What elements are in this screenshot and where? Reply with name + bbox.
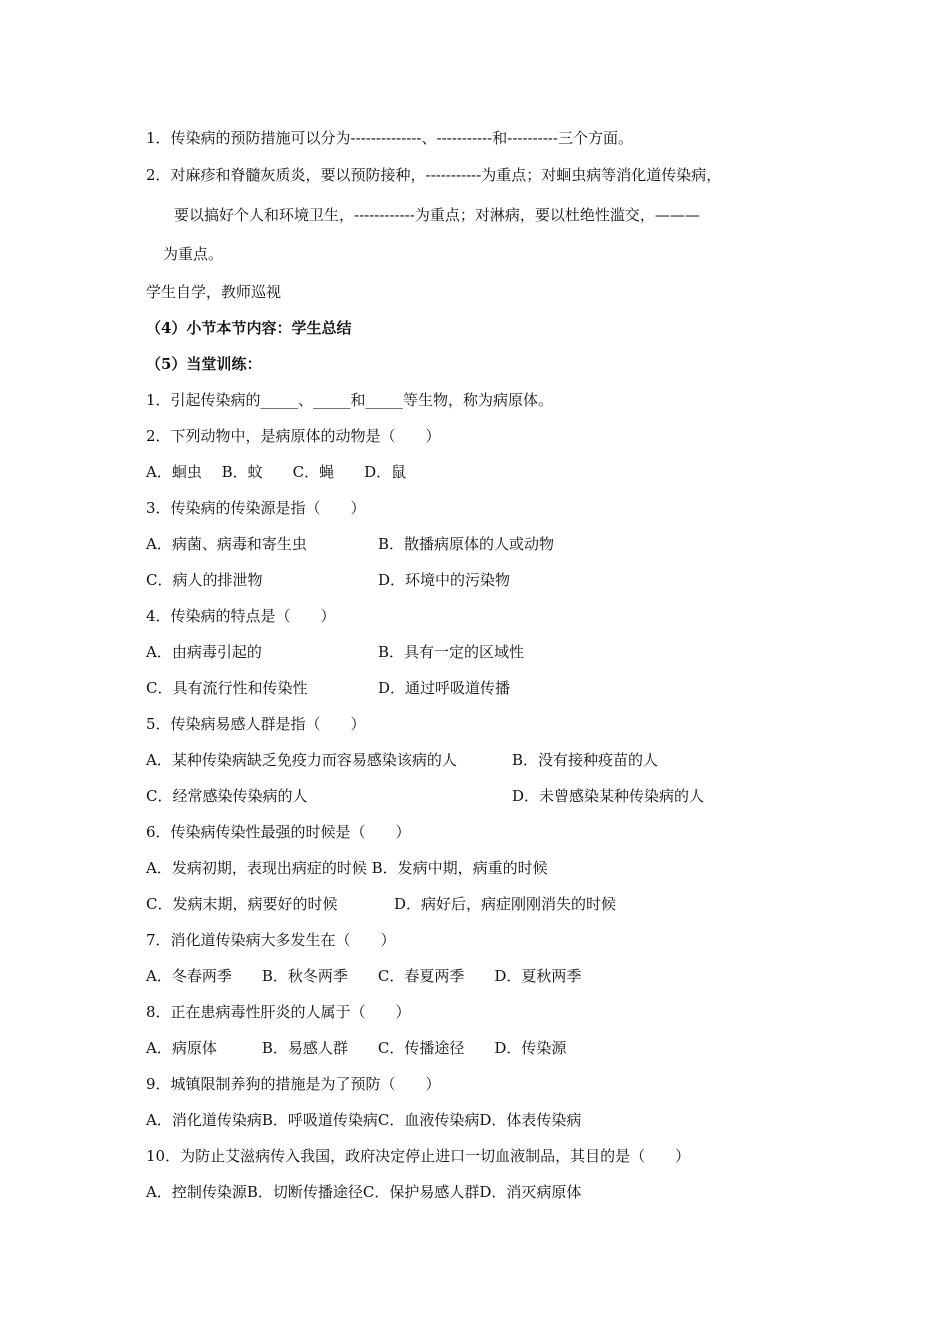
exercise-q5-option-d: D．未曾感染某种传染病的人 bbox=[512, 787, 705, 805]
exercise-q3-option-b: B．散播病原体的人或动物 bbox=[378, 535, 555, 553]
exercise-q4-option-b: B．具有一定的区域性 bbox=[378, 643, 525, 661]
exercise-q4-option-c: C．具有流行性和传染性 bbox=[146, 679, 308, 697]
exercise-q6: 6．传染病传染性最强的时候是（ ） bbox=[146, 823, 411, 841]
exercise-q4-option-a: A．由病毒引起的 bbox=[146, 643, 262, 661]
exercise-q10: 10．为防止艾滋病传入我国，政府决定停止进口一切血液制品，其目的是（ ） bbox=[146, 1147, 691, 1165]
activity-note: 学生自学，教师巡视 bbox=[146, 283, 282, 301]
prevention-q2-line3: 为重点。 bbox=[163, 245, 224, 263]
exercise-q7: 7．消化道传染病大多发生在（ ） bbox=[146, 931, 396, 949]
section4-heading: （4）小节本节内容：学生总结 bbox=[146, 319, 352, 337]
exercise-q3-option-a: A．病菌、病毒和寄生虫 bbox=[146, 535, 307, 553]
prevention-q1: 1．传染病的预防措施可以分为--------------、-----------和----------三个方面。 bbox=[146, 129, 633, 147]
exercise-q3: 3．传染病的传染源是指（ ） bbox=[146, 499, 366, 517]
exercise-q8-options: A．病原体 B．易感人群 C．传播途径 D．传染源 bbox=[146, 1039, 567, 1057]
exercise-q1: 1．引起传染病的_____、_____和_____等生物，称为病原体。 bbox=[146, 391, 554, 409]
exercise-q3-option-c: C．病人的排泄物 bbox=[146, 571, 263, 589]
prevention-q2-line1: 2．对麻疹和脊髓灰质炎，要以预防接种，-----------为重点；对蛔虫病等消化道传染病， bbox=[146, 166, 722, 184]
exercise-q2: 2．下列动物中，是病原体的动物是（ ） bbox=[146, 427, 441, 445]
exercise-q5-option-a: A．某种传染病缺乏免疫力而容易感染该病的人 bbox=[146, 751, 457, 769]
exercise-q6-option-c: C．发病末期，病要好的时候 bbox=[146, 895, 338, 913]
exercise-q9: 9．城镇限制养狗的措施是为了预防（ ） bbox=[146, 1075, 441, 1093]
exercise-q7-options: A．冬春两季 B．秋冬两季 C．春夏两季 D．夏秋两季 bbox=[146, 967, 582, 985]
exercise-q4: 4．传染病的特点是（ ） bbox=[146, 607, 336, 625]
exercise-q6-option-d: D．病好后，病症刚刚消失的时候 bbox=[394, 895, 617, 913]
exercise-q8: 8．正在患病毒性肝炎的人属于（ ） bbox=[146, 1003, 411, 1021]
exercise-q6-options-ab: A．发病初期，表现出病症的时候 B．发病中期，病重的时候 bbox=[146, 859, 548, 877]
exercise-q10-options: A．控制传染源B．切断传播途径C．保护易感人群D．消灭病原体 bbox=[146, 1183, 582, 1201]
exercise-q5: 5．传染病易感人群是指（ ） bbox=[146, 715, 366, 733]
prevention-q2-line2: 要以搞好个人和环境卫生，------------为重点；对淋病，要以杜绝性滥交，——— bbox=[174, 206, 700, 224]
exercise-q5-option-c: C．经常感染传染病的人 bbox=[146, 787, 308, 805]
exercise-q5-option-b: B．没有接种疫苗的人 bbox=[512, 751, 659, 769]
section5-heading: （5）当堂训练： bbox=[146, 355, 262, 373]
exercise-q3-option-d: D．环境中的污染物 bbox=[378, 571, 511, 589]
exercise-q9-options: A．消化道传染病B．呼吸道传染病C．血液传染病D．体表传染病 bbox=[146, 1111, 582, 1129]
exercise-q4-option-d: D．通过呼吸道传播 bbox=[378, 679, 511, 697]
exercise-q2-options: A．蛔虫 B．蚊 C．蝇 D．鼠 bbox=[146, 463, 407, 481]
